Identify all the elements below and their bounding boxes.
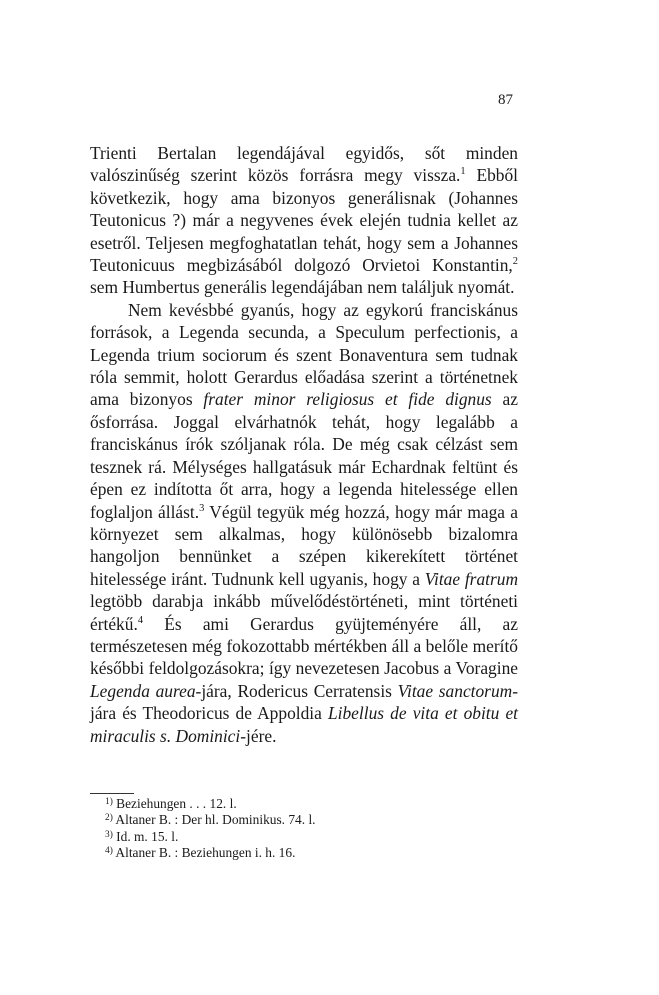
text-segment: sem Humbertus generális legendájában nem találjuk nyomát. (90, 277, 515, 298)
italic-text: Libellus de vita et obitu et miraculis s. Dominici (90, 703, 519, 746)
body-text (90, 142, 518, 747)
text-segment: Végül tegyük még hozzá, hogy már maga a környezet sem alkalmas, hogy különösebb bizalomra hangoljon bennünket a szépen kikerekített történet hitelessége iránt. Tudnunk kell ugyanis, hogy a (90, 501, 518, 589)
text-segment: Trienti Bertalan legendájával egyidős, sőt minden valószinűség szerint közös forrásra megy vissza. (90, 143, 518, 186)
text-segment: -jára és Theodoricus de Appoldia (90, 680, 519, 724)
footnote-number: 3) (105, 829, 113, 840)
footnote-reference: 4 (137, 614, 144, 626)
footnote (105, 796, 316, 812)
text-segment: -jára, Rodericus Cerratensis (195, 680, 398, 701)
italic-text: Vitae fratrum (424, 568, 518, 589)
footnote-reference: 2 (512, 256, 518, 268)
text-segment: -jére. (240, 725, 277, 746)
footnote-number: 1) (105, 796, 113, 807)
footnote-reference: 3 (199, 502, 205, 514)
paragraph (90, 142, 518, 299)
italic-text: Legenda aurea (90, 680, 196, 701)
text-segment: És ami Gerardus gyüjteményére áll, az természetesen még fokozottabb mértékben áll a belőle merítő későbbi feldolgozásokra; így nevezetesen Jacobus a Voragine (90, 613, 518, 679)
text-segment: Nem kevésbbé gyanús, hogy az egykorú franciskánus források, a Legenda secunda, a Speculum perfectionis, a Legenda trium sociorum és szent Bonaventura sem tudnak róla semmit, holott Gerardus előadása szerint a történetnek ama bizonyos (90, 299, 518, 410)
text-segment: az ősforrása. Joggal elvárhatnók tehát, hogy legalább a franciskánus írók szóljanak róla. De még csak célzást sem tesznek rá. Mélységes hallgatásuk már Echardnak feltünt és épen ez indította őt arra, hogy a legenda hitelessége ellen foglaljon állást. (90, 389, 518, 522)
footnote-number: 4) (105, 846, 113, 856)
footnote-text: Altaner B. : Der hl. Dominikus. 74. l. (115, 812, 316, 828)
footnote-text: Altaner B. : Beziehungen i. h. 16. (115, 845, 296, 861)
italic-text: Vitae sanctorum (397, 680, 513, 701)
footnote-number: 2) (105, 813, 113, 824)
footnote (105, 829, 316, 845)
text-segment: legtöbb darabja inkább művelődéstörténeti, mint történeti értékű. (90, 591, 518, 634)
footnote-reference: 1 (460, 166, 466, 178)
footnote-divider (90, 793, 134, 794)
footnote-text: Beziehungen . . . 12. l. (116, 796, 237, 811)
footnote (105, 812, 316, 828)
text-segment: Ebből következik, hogy ama bizonyos generálisnak (Johannes Teutonicus ?) már a negyvenes évek elején tudnia kellet az esetről. Teljesen megfoghatatlan tehát, hogy sem a Johannes Teutonicuus megbizásából dolgozó Orvietoi Konstantin, (90, 165, 518, 276)
italic-text: frater minor religiosus et fide dignus (203, 389, 492, 410)
footnote (105, 845, 316, 861)
footnote-text: Id. m. 15. l. (116, 828, 179, 844)
page-number: 87 (498, 92, 513, 108)
paragraph (90, 299, 518, 747)
footnotes (105, 796, 316, 862)
